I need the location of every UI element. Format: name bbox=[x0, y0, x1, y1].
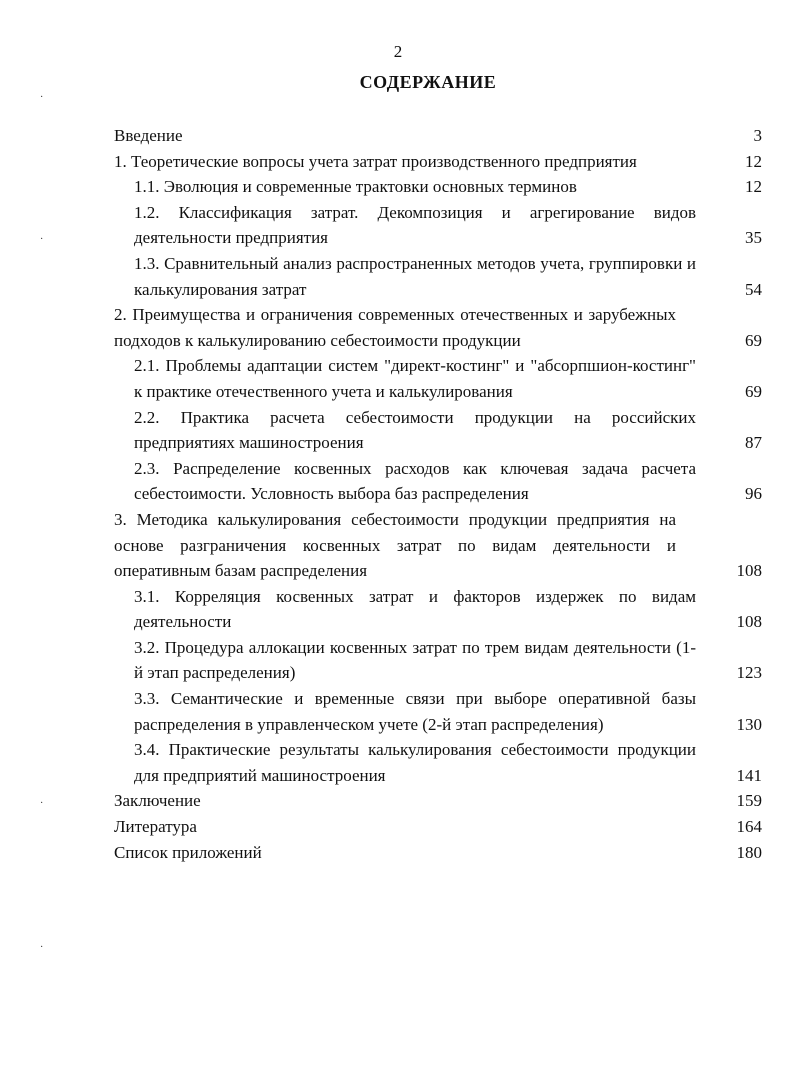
toc-entry[interactable] bbox=[134, 353, 764, 404]
toc-entry-title: 3.4. Практические результаты калькулирования себестоимости продукции для предприятий машиностроения bbox=[134, 740, 696, 785]
toc-entry-page: 123 bbox=[736, 663, 762, 683]
toc-entry-title: 3. Методика калькулирования себестоимости продукции предприятия на основе разграничения косвенных затрат по видам деятельности и оперативным базам распределения bbox=[114, 509, 676, 581]
toc-entry-page: 12 bbox=[745, 151, 762, 171]
toc-entry-page: 96 bbox=[745, 484, 762, 504]
toc-entry-page: 69 bbox=[745, 330, 762, 350]
toc-entry[interactable] bbox=[114, 840, 764, 866]
toc-entry[interactable] bbox=[114, 123, 764, 149]
toc-entry[interactable] bbox=[134, 251, 764, 302]
toc-entry[interactable] bbox=[114, 302, 764, 353]
toc-entry-title: 1.1. Эволюция и современные трактовки основных терминов bbox=[134, 177, 577, 197]
toc-entry-page: 35 bbox=[745, 228, 762, 248]
toc-entry[interactable] bbox=[114, 149, 764, 175]
toc-entry-title: 2.1. Проблемы адаптации систем "директ-костинг" и "абсорпшион-костинг" к практике отечественного учета и калькулирования bbox=[134, 356, 696, 401]
toc-entry-page: 12 bbox=[745, 177, 762, 197]
toc-entry-title: 3.1. Корреляция косвенных затрат и факторов издержек по видам деятельности bbox=[134, 586, 696, 632]
toc-entry-page: 108 bbox=[736, 561, 762, 581]
toc-entry-page: 69 bbox=[745, 381, 762, 401]
toc-entry-page: 54 bbox=[745, 279, 762, 299]
toc-entry-title: Список приложений bbox=[114, 842, 262, 862]
toc-entry-title: 1.3. Сравнительный анализ распространенных методов учета, группировки и калькулирования затрат bbox=[134, 253, 696, 299]
scan-mark: · bbox=[40, 798, 44, 809]
toc-entry[interactable] bbox=[114, 788, 764, 814]
toc-entry-page: 141 bbox=[736, 765, 762, 785]
toc-entry-title: 2.2. Практика расчета себестоимости продукции на российских предприятиях машиностроения bbox=[134, 407, 696, 453]
toc-entry-title: 3.2. Процедура аллокации косвенных затрат по трем видам деятельности (1-й этап распределения) bbox=[134, 637, 696, 683]
toc-entry-page: 130 bbox=[736, 714, 762, 734]
page-title: СОДЕРЖАНИЕ bbox=[359, 72, 497, 92]
toc-entry-title: 1.2. Классификация затрат. Декомпозиция и агрегирование видов деятельности предприятия bbox=[134, 202, 696, 248]
toc-entry-title: 2. Преимущества и ограничения современных отечественных и зарубежных подходов к калькулированию себестоимости продукции bbox=[114, 305, 676, 350]
toc-entry[interactable] bbox=[134, 737, 764, 788]
toc-entry-title: 3.3. Семантические и временные связи при выборе оперативной базы распределения в управленческом учете (2-й этап распределения) bbox=[134, 689, 696, 734]
toc-entry[interactable] bbox=[134, 405, 764, 456]
table-of-contents bbox=[114, 123, 764, 865]
toc-entry-title: Заключение bbox=[114, 791, 201, 811]
toc-entry-page: 3 bbox=[753, 126, 762, 145]
page-number: 2 bbox=[393, 42, 403, 61]
toc-entry[interactable] bbox=[134, 174, 764, 200]
toc-entry-page: 164 bbox=[736, 817, 762, 837]
toc-entry[interactable] bbox=[134, 686, 764, 737]
scan-mark: · bbox=[40, 92, 44, 103]
toc-entry-page: 180 bbox=[736, 842, 762, 862]
toc-entry-title: 2.3. Распределение косвенных расходов как ключевая задача расчета себестоимости. Условность выбора баз распределения bbox=[134, 458, 696, 504]
toc-entry[interactable] bbox=[134, 584, 764, 635]
toc-entry[interactable] bbox=[134, 200, 764, 251]
toc-entry[interactable] bbox=[134, 635, 764, 686]
scan-mark: · bbox=[40, 942, 44, 953]
toc-entry-page: 159 bbox=[736, 791, 762, 811]
toc-entry-title: Литература bbox=[114, 817, 197, 837]
toc-entry[interactable] bbox=[114, 507, 764, 584]
toc-entry-page: 108 bbox=[736, 612, 762, 632]
scan-mark: · bbox=[40, 234, 44, 245]
toc-entry-title: Введение bbox=[114, 126, 183, 145]
toc-entry[interactable] bbox=[114, 814, 764, 840]
toc-entry[interactable] bbox=[134, 456, 764, 507]
toc-entry-title: 1. Теоретические вопросы учета затрат производственного предприятия bbox=[114, 151, 637, 171]
toc-entry-page: 87 bbox=[745, 433, 762, 453]
